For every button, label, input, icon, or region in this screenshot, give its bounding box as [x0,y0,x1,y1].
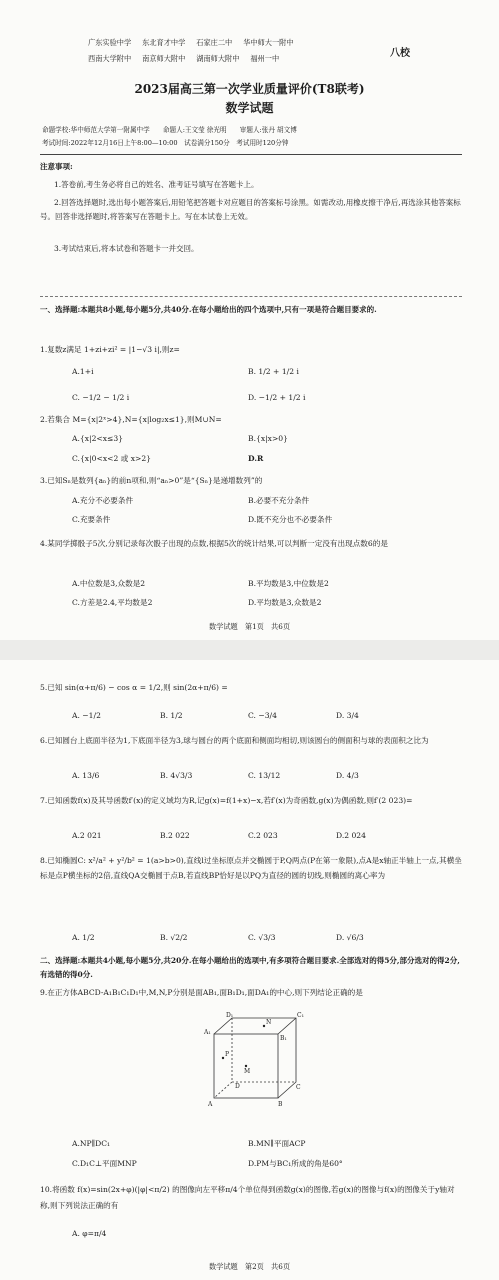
q3-option-a: A.充分不必要条件 [72,496,134,505]
q2-option-b: B.{x|x>0} [248,434,288,443]
label-d: D [235,1083,240,1090]
q1-option-b: B. 1/2 + 1/2 i [248,367,299,376]
section-2-heading: 二、选择题:本题共4小题,每小题5分,共20分.在每小题给出的选项中,有多项符合题目要求.全部选对的得5分,部分选对的得2分,有选错的得0分. [40,956,460,979]
q7-option-a: A.2 021 [72,831,102,840]
label-b1: B₁ [280,1035,287,1042]
q1-option-d: D. −1/2 + 1/2 i [248,393,306,402]
divider [40,296,462,297]
q3-option-b: B.必要不充分条件 [248,496,310,505]
q4-option-d: D.平均数是3,众数是2 [248,598,322,607]
question-2: 2.若集合 M={x|2ˣ>4},N={x|log₂x≤1},则M∪N= [40,415,222,424]
label-m: M [244,1068,251,1075]
page-footer: 数学试题 第2页 共6页 [208,1262,291,1271]
q6-option-a: A. 13/6 [72,771,100,780]
q9-option-a: A.NP∥DC₁ [72,1139,111,1148]
q6-option-c: C. 13/12 [248,771,281,780]
exam-subtitle: 数学试题 [225,101,274,115]
question-3: 3.已知Sₙ是数列{aₙ}的前n项和,则“aₙ>0”是“{Sₙ}是递增数列”的 [40,476,263,485]
notice-item-1: 1.答卷前,考生务必将自己的姓名、准考证号填写在答题卡上。 [54,180,259,189]
school-name: 华中师大一附中 [243,38,294,47]
exam-title: 2023届高三第一次学业质量评价(T8联考) [134,82,365,96]
q8-option-b: B. √2/2 [160,933,188,942]
question-8: 8.已知椭圆C: x²/a² + y²/b² = 1(a>b>0),直线l过坐标原点并交椭圆于P,Q两点(P在第一象限),点A是x轴正半轴上一点,其横坐标是点P横坐标的2倍,直线QA交椭圆于点B,若直线BP恰好是以PQ为直径的圆的切线,则椭圆的离心率为 [40,856,462,880]
q9-option-c: C.D₁C⊥平面MNP [72,1159,137,1168]
notice-item-2: 2.回答选择题时,选出每小题答案后,用铅笔把答题卡对应题目的答案标号涂黑。如需改动,用橡皮擦干净后,再选涂其他答案标号。回答非选择题时,将答案写在答题卡上。写在本试卷上无效。 [40,198,461,221]
q7-option-c: C.2 023 [248,831,278,840]
q1-option-c: C. −1/2 − 1/2 i [72,393,130,402]
q5-option-a: A. −1/2 [72,711,101,720]
school-name: 广东实验中学 [88,38,132,47]
q8-option-c: C. √3/3 [248,933,276,942]
q2-option-d: D.R [248,454,264,463]
cube-figure [200,1012,304,1112]
question-6: 6.已知圆台上底面半径为1,下底面半径为3,球与圆台的两个底面和侧面均相切,则该圆台的侧面积与球的表面积之比为 [40,736,429,745]
q3-option-d: D.既不充分也不必要条件 [248,515,333,524]
q7-option-d: D.2 024 [336,831,366,840]
question-1: 1.复数z满足 1+zi+zi² = |1−√3 i|,则z= [40,345,180,354]
label-p: P [225,1051,230,1058]
q4-option-c: C.方差是2.4,平均数是2 [72,598,153,607]
eight-schools-badge: 八校 [390,48,410,59]
q8-option-d: D. √6/3 [336,933,364,942]
question-10: 10.将函数 f(x)=sin(2x+φ)(|φ|<π/2) 的图像向左平移π/4个单位得到函数g(x)的图像,若g(x)的图像与f(x)的图像关于y轴对称,则下列说法正确的有 [40,1185,455,1210]
divider [40,154,462,155]
label-d1: D₁ [226,1012,234,1019]
label-c: C [296,1084,301,1091]
school-name: 东北育才中学 [142,38,186,47]
label-a1: A₁ [204,1029,211,1036]
section-1-heading: 一、选择题:本题共8小题,每小题5分,共40分.在每小题给出的四个选项中,只有一项是符合题目要求的. [40,305,377,314]
q5-option-c: C. −3/4 [248,711,277,720]
label-a: A [208,1101,213,1108]
q3-option-c: C.充要条件 [72,515,111,524]
label-n: N [266,1019,272,1026]
q6-option-b: B. 4√3/3 [160,771,193,780]
notice-heading: 注意事项: [40,162,73,171]
exam-page-2 [0,660,499,1280]
q6-option-d: D. 4/3 [336,771,359,780]
notice-item-3: 3.考试结束后,将本试卷和答题卡一并交回。 [54,244,199,253]
q4-option-a: A.中位数是3,众数是2 [72,579,146,588]
q9-option-b: B.MN∥平面ACP [248,1139,306,1148]
q8-option-a: A. 1/2 [72,933,95,942]
school-name: 西南大学附中 [88,54,132,63]
q4-option-b: B.平均数是3,中位数是2 [248,579,329,588]
question-5: 5.已知 sin(α+π/6) − cos α = 1/2,则 sin(2α+π/6) = [40,683,228,692]
school-name: 南京师大附中 [142,54,186,63]
exam-meta-time: 考试时间:2022年12月16日上午8:00—10:00 试卷满分150分 考试用时120分钟 [42,139,289,147]
q7-option-b: B.2 022 [160,831,190,840]
question-9: 9.在正方体ABCD-A₁B₁C₁D₁中,M,N,P分别是面AB₁,面B₁D₁,面DA₁的中心,则下列结论正确的是 [40,988,363,997]
page-footer: 数学试题 第1页 共6页 [208,622,291,631]
school-name: 福州一中 [250,54,280,63]
exam-meta-authors: 命题学校:华中师范大学第一附属中学 命题人:王文莹 徐光明 审题人:张丹 胡文博 [42,126,297,134]
q1-option-a: A.1+i [72,367,94,376]
school-list [88,38,418,64]
question-7: 7.已知函数f(x)及其导函数f′(x)的定义域均为R,记g(x)=f(1+x)−x,若f′(x)为奇函数,g(x)为偶函数,则f′(2 023)= [40,796,413,805]
q2-option-a: A.{x|2<x≤3} [72,434,124,443]
q10-option-a: A. φ=π/4 [72,1229,107,1238]
school-name: 湖南师大附中 [196,54,240,63]
label-c1: C₁ [297,1012,304,1019]
q5-option-b: B. 1/2 [160,711,183,720]
label-b: B [278,1101,283,1108]
page-gap [0,640,499,660]
q9-option-d: D.PM与BC₁所成的角是60° [248,1159,343,1168]
q5-option-d: D. 3/4 [336,711,359,720]
question-4: 4.某同学掷骰子5次,分别记录每次骰子出现的点数,根据5次的统计结果,可以判断一定没有出现点数6的是 [40,539,388,548]
school-name: 石家庄二中 [196,38,233,47]
q2-option-c: C.{x|0<x<2 或 x>2} [72,454,152,463]
